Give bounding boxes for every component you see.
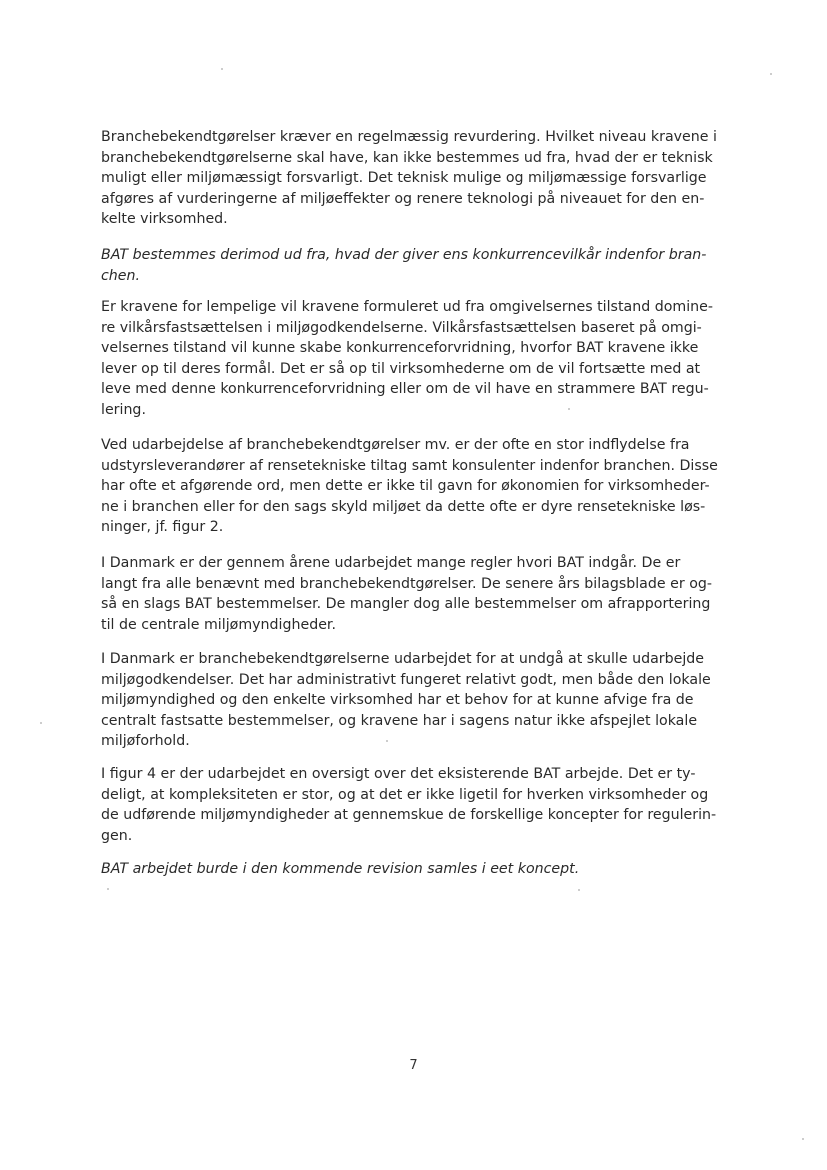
scan-speck <box>578 889 580 891</box>
text-line: så en slags BAT bestemmelser. De mangler dog alle bestemmelser om afrapportering <box>101 596 711 613</box>
text-line: BAT arbejdet burde i den kommende revision samles i eet koncept. <box>101 861 580 877</box>
text-line: muligt eller miljømæssigt forsvarligt. Det teknisk mulige og miljømæssige forsvarlige <box>101 170 707 187</box>
scan-speck <box>221 68 223 70</box>
text-line: branchebekendtgørelserne skal have, kan ikke bestemmes ud fra, hvad der er teknisk <box>101 149 713 166</box>
text-line: langt fra alle benævnt med branchebekendtgørelser. De senere års bilagsblade er og- <box>101 575 712 592</box>
text-line: Ved udarbejdelse af branchebekendtgørelser mv. er der ofte en stor indflydelse fra <box>101 437 690 453</box>
text-line: deligt, at kompleksiteten er stor, og at det er ikke ligetil for hverken virksomheder og <box>101 786 709 803</box>
text-line: kelte virksomhed. <box>101 211 228 228</box>
text-line: har ofte et afgørende ord, men dette er ikke til gavn for økonomien for virksomheder- <box>101 478 710 495</box>
paragraph-branchebekendtgorelser <box>101 127 751 230</box>
paragraph-bat-italic <box>101 245 751 286</box>
text-line: lever op til deres formål. Det er så op til virksomhederne om de vil fortsætte med at <box>101 360 701 377</box>
text-line: ninger, jf. figur 2. <box>101 519 224 536</box>
text-line: BAT bestemmes derimod ud fra, hvad der giver ens konkurrencevilkår indenfor bran- <box>101 247 707 263</box>
scan-speck <box>802 1138 804 1140</box>
text-line: miljømyndighed og den enkelte virksomhed har et behov for at kunne afvige fra de <box>101 692 694 709</box>
paragraph-figur-4 <box>101 764 751 846</box>
paragraph-danmark-regler <box>101 553 751 635</box>
text-line: miljøgodkendelser. Det har administrativt fungeret relativt godt, men både den lokale <box>101 671 711 688</box>
scan-speck <box>568 408 570 410</box>
scan-speck <box>770 73 772 75</box>
text-line: I figur 4 er der udarbejdet en oversigt over det eksisterende BAT arbejde. Det er ty- <box>101 766 696 782</box>
text-line: afgøres af vurderingerne af miljøeffekter og renere teknologi på niveauet for den en- <box>101 190 705 207</box>
paragraph-kravene <box>101 297 751 421</box>
text-line: miljøforhold. <box>101 733 190 750</box>
text-line: gen. <box>101 827 133 844</box>
text-line: til de centrale miljømyndigheder. <box>101 616 336 633</box>
text-line: Branchebekendtgørelser kræver en regelmæssig revurdering. Hvilket niveau kravene i <box>101 129 717 145</box>
text-line: udstyrsleverandører af rensetekniske tiltag samt konsulenter indenfor branchen. Disse <box>101 457 718 474</box>
text-line: I Danmark er branchebekendtgørelserne udarbejdet for at undgå at skulle udarbejde <box>101 651 705 667</box>
text-line: ne i branchen eller for den sags skyld miljøet da dette ofte er dyre rensetekniske løs- <box>101 498 706 515</box>
text-line: velsernes tilstand vil kunne skabe konkurrenceforvridning, hvorfor BAT kravene ikke <box>101 340 699 357</box>
text-line: Er kravene for lempelige vil kravene formuleret ud fra omgivelsernes tilstand domine- <box>101 299 713 315</box>
text-line: chen. <box>101 267 141 284</box>
scan-speck <box>40 722 42 724</box>
paragraph-udarbejdelse <box>101 435 751 538</box>
scan-speck <box>107 888 109 890</box>
text-line: de udførende miljømyndigheder at gennemskue de forskellige koncepter for regulerin- <box>101 807 717 824</box>
paragraph-danmark-branchebekendtgorelserne <box>101 649 751 752</box>
scan-speck <box>386 740 388 742</box>
text-line: centralt fastsatte bestemmelser, og kravene har i sagens natur ikke afspejlet lokale <box>101 712 698 729</box>
text-line: re vilkårsfastsættelsen i miljøgodkendelserne. Vilkårsfastsættelsen baseret på omgi- <box>101 319 702 336</box>
page-number: 7 <box>409 1058 418 1073</box>
text-line: leve med denne konkurrenceforvridning eller om de vil have en strammere BAT regu- <box>101 381 709 398</box>
text-line: lering. <box>101 401 146 418</box>
paragraph-bat-koncept-italic <box>101 859 751 880</box>
text-line: I Danmark er der gennem årene udarbejdet mange regler hvori BAT indgår. De er <box>101 555 681 571</box>
